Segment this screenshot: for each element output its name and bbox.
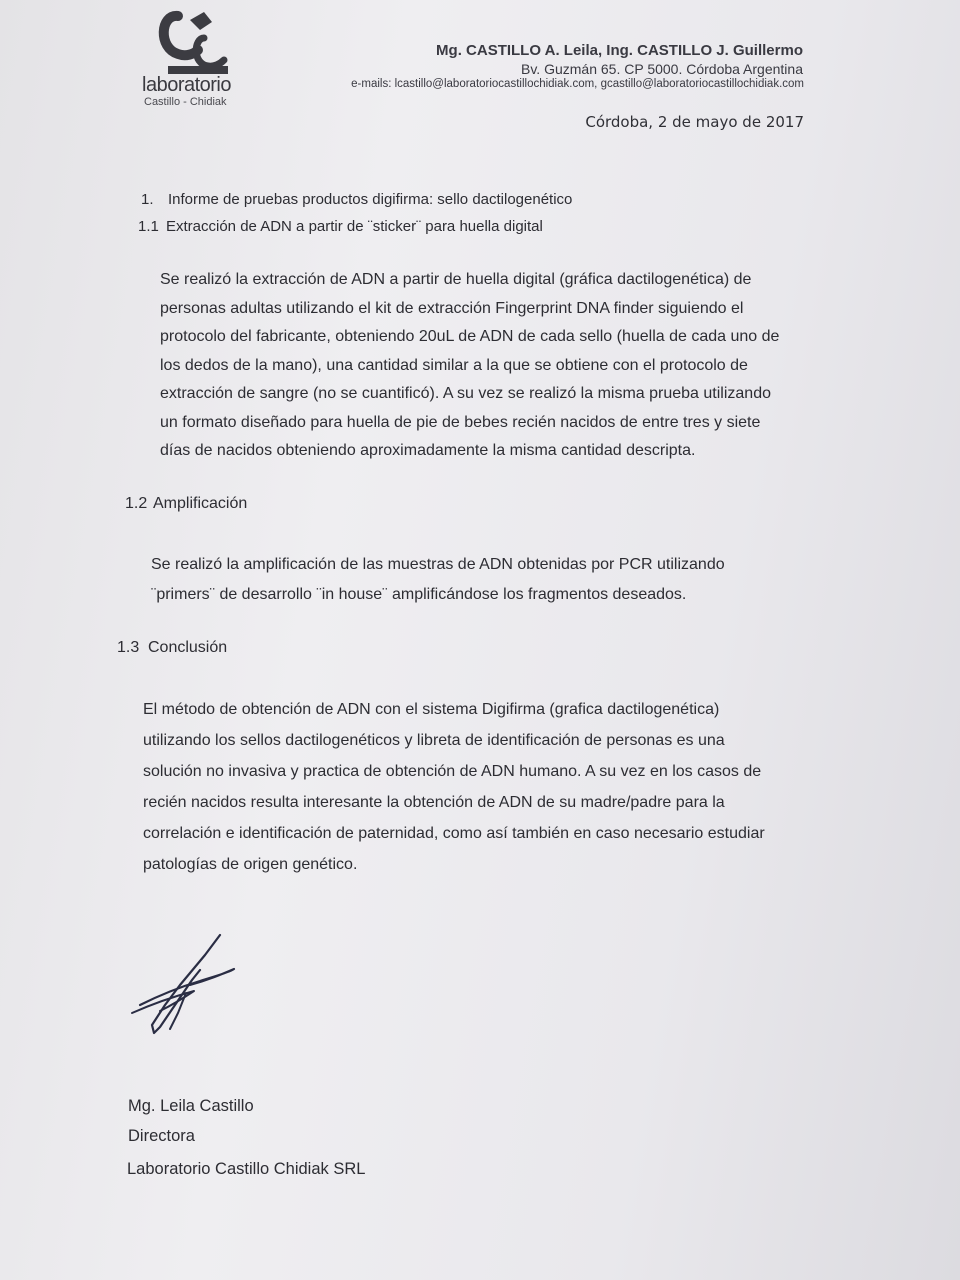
lab-logo xyxy=(138,8,248,108)
body-line: Se realizó la extracción de ADN a partir de huella digital (gráfica dactilogenética) de xyxy=(160,271,752,288)
section-1-1-number: 1.1 xyxy=(138,218,159,235)
signatory-name: Mg. Leila Castillo xyxy=(128,1097,254,1115)
letterhead-emails: e-mails: lcastillo@laboratoriocastillochidiak.com, gcastillo@laboratoriocastillochidiak.com xyxy=(351,78,804,90)
body-line: personas adultas utilizando el kit de extracción Fingerprint DNA finder siguiendo el xyxy=(160,299,744,317)
letter-date: Córdoba, 2 de mayo de 2017 xyxy=(585,113,804,131)
handwritten-signature xyxy=(120,925,250,1045)
body-line: los dedos de la mano), una cantidad similar a la que se obtiene con el protocolo de xyxy=(160,356,748,374)
lab-logo-mark-icon xyxy=(138,8,248,78)
body-line: utilizando los sellos dactilogenéticos y libreta de identificación de personas es una xyxy=(143,732,725,749)
body-line: El método de obtención de ADN con el sistema Digifirma (grafica dactilogenética) xyxy=(143,701,720,718)
section-1-3-number: 1.3 xyxy=(117,639,140,656)
section-1-number: 1. xyxy=(141,191,154,208)
section-1-3-body xyxy=(143,694,765,880)
section-1-3-title: Conclusión xyxy=(148,639,228,656)
body-line: solución no invasiva y practica de obtención de ADN humano. A su vez en los casos de xyxy=(143,763,762,780)
signatory-organization: Laboratorio Castillo Chidiak SRL xyxy=(127,1160,366,1178)
body-line: correlación e identificación de paternidad, como así también en caso necesario estudiar xyxy=(143,825,765,842)
section-1-title: Informe de pruebas productos digifirma: sello dactilogenético xyxy=(168,191,573,208)
logo-subtitle: Castillo - Chidiak xyxy=(144,96,227,108)
section-1-1-title: Extracción de ADN a partir de ¨sticker¨ para huella digital xyxy=(166,218,543,235)
body-line: patologías de origen genético. xyxy=(143,856,358,873)
body-line: Se realizó la amplificación de las muestras de ADN obtenidas por PCR utilizando xyxy=(151,556,725,573)
body-line: un formato diseñado para huella de pie de bebes recién nacidos de entre tres y siete xyxy=(160,413,761,431)
section-1-1-body xyxy=(160,266,779,466)
body-line: recién nacidos resulta interesante la obtención de ADN de su madre/padre para la xyxy=(143,794,725,811)
body-line: protocolo del fabricante, obteniendo 20uL de ADN de cada sello (huella de cada uno de xyxy=(160,328,780,345)
body-line: días de nacidos obteniendo aproximadamente la misma cantidad descripta. xyxy=(160,442,696,459)
section-1-2-number: 1.2 xyxy=(125,495,148,512)
body-line: extracción de sangre (no se cuantificó). A su vez se realizó la misma prueba utilizando xyxy=(160,385,771,402)
letterhead-address: Bv. Guzmán 65. CP 5000. Córdoba Argentina xyxy=(521,61,803,77)
body-line: ¨primers¨ de desarrollo ¨in house¨ amplificándose los fragmentos deseados. xyxy=(151,585,687,603)
signatory-role: Directora xyxy=(128,1127,195,1145)
letterhead-names: Mg. CASTILLO A. Leila, Ing. CASTILLO J. Guillermo xyxy=(436,42,803,59)
logo-wordmark: laboratorio xyxy=(142,74,232,96)
section-1-2-title: Amplificación xyxy=(153,495,248,512)
section-1-2-body xyxy=(151,550,725,609)
